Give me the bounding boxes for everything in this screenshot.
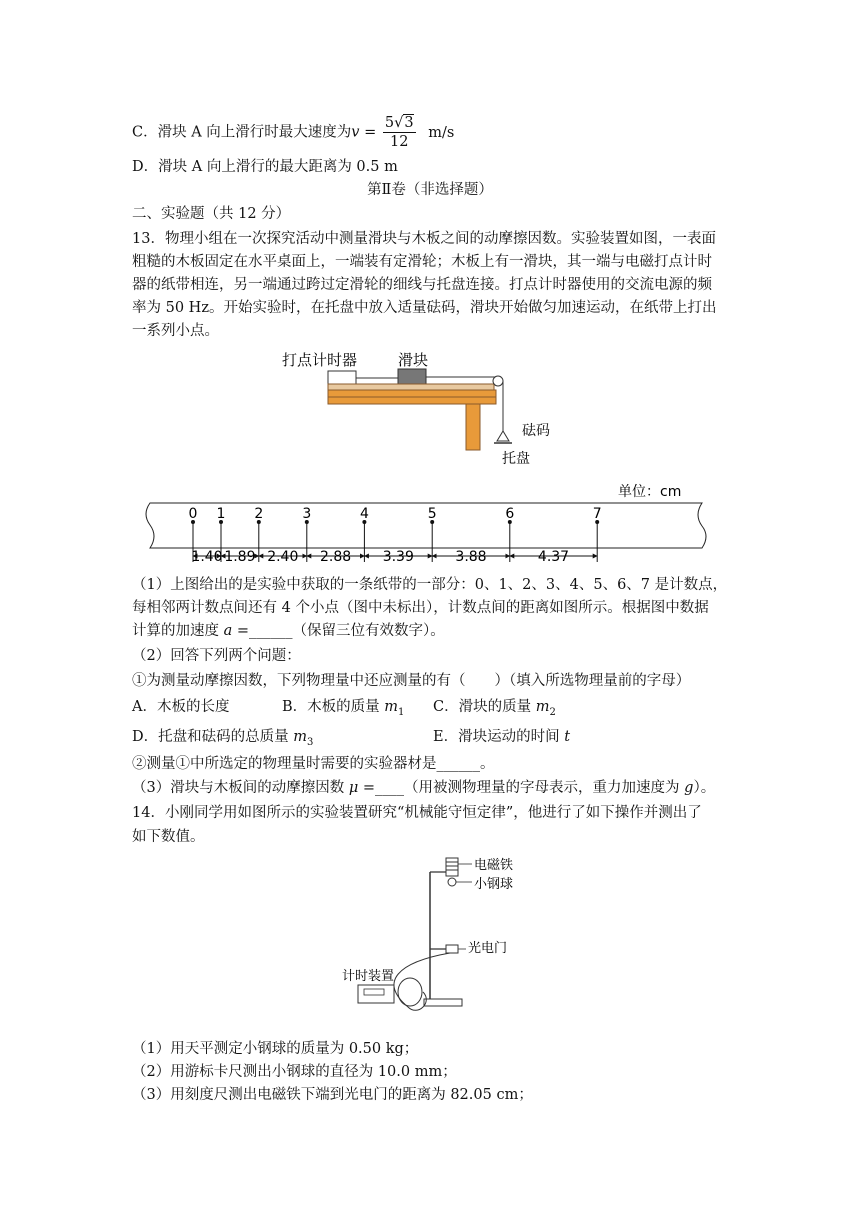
velocity-symbol: v (351, 124, 360, 141)
ball-label: 小钢球 (474, 877, 514, 892)
option-c (132, 114, 454, 151)
radical-sign: √ (394, 115, 404, 131)
tape-gap-label: 2.88 (320, 549, 352, 565)
q13-intro-line: 13．物理小组在一次探究活动中测量滑块与木板之间的动摩擦因数。实验装置如图，一表面 (132, 231, 716, 247)
option-c-text: C．滑块 A 向上滑行时最大速度为 (132, 124, 352, 141)
q13-p1-last (132, 622, 445, 640)
pulley (493, 376, 503, 386)
choice-d-var: m (293, 729, 307, 745)
tape-point-label: 2 (254, 506, 264, 522)
weights (497, 431, 509, 441)
equals-sign: = (359, 124, 381, 141)
velocity-unit: m/s (428, 124, 455, 141)
q14-step: （3）用刻度尺测出电磁铁下端到光电门的距离为 82.05 cm； (132, 1087, 533, 1103)
q13-intro-line: 一系列小点。 (132, 323, 219, 339)
q14-intro-line: 14．小刚同学用如图所示的实验装置研究“机械能守恒定律”，他进行了如下操作并测出了 (132, 805, 702, 821)
q13-p2-head: （2）回答下列两个问题： (132, 648, 301, 664)
q13-p1-post: =______（保留三位有效数字）。 (232, 623, 445, 639)
tape-point-label: 4 (359, 506, 369, 522)
section-title: 第Ⅱ卷（非选择题） (367, 182, 493, 198)
tape-gap-label: 3.88 (455, 549, 487, 565)
choice-d-sub: 3 (306, 737, 314, 748)
q14-step: （2）用游标卡尺测出小钢球的直径为 10.0 mm； (132, 1064, 457, 1080)
choice-b (282, 698, 404, 722)
section-heading: 二、实验题（共 12 分） (132, 206, 291, 222)
q13-p1-line: （1）上图给出的是实验中获取的一条纸带的一部分：0、1、2、3、4、5、6、7 是计数点， (132, 577, 728, 593)
weights-label: 砝码 (522, 423, 550, 439)
tape-point-label: 6 (505, 506, 515, 522)
tray-label: 托盘 (502, 451, 530, 467)
stand-base (424, 999, 462, 1006)
tape-point-label: 5 (427, 506, 437, 522)
q13-intro-line: 率为 50 Hz。开始实验时，在托盘中放入适量砝码，滑块开始做匀加速运动，在纸带上打出 (132, 300, 717, 316)
tape-point-label: 3 (302, 506, 312, 522)
tape-point-label: 0 (188, 506, 198, 522)
choice-a: A．木板的长度 (132, 699, 230, 715)
steel-ball (448, 878, 456, 886)
slider-block (398, 369, 426, 384)
choice-b-sub: 1 (398, 707, 405, 718)
choice-b-text: B．木板的质量 (282, 699, 385, 715)
fraction-denominator: 12 (390, 134, 409, 150)
radicand: 3 (404, 115, 414, 131)
choice-e-text: E．滑块运动的时间 (433, 729, 565, 745)
q13-p3-mid: =____（用被测物理量的字母表示，重力加速度为 (358, 780, 685, 796)
tape-body (146, 503, 706, 548)
tape-gap-label: 4.37 (537, 549, 570, 565)
magnet-label: 电磁铁 (474, 858, 514, 873)
q13-p2-sub2: ②测量①中所选定的物理量时需要的实验器材是______。 (132, 756, 495, 772)
tape-gap-label: 1.40 (191, 549, 223, 565)
board (328, 384, 494, 390)
q13-p3 (132, 779, 715, 797)
acceleration-symbol: a (223, 623, 233, 639)
choice-d (132, 728, 313, 752)
choice-e (433, 728, 570, 746)
gate-label: 光电门 (468, 941, 508, 956)
q13-p1-pre: 计算的加速度 (132, 623, 224, 639)
choice-e-var: t (564, 729, 571, 745)
fraction-coefficient: 5 (384, 115, 395, 131)
table-leg (466, 404, 480, 450)
slider-label: 滑块 (398, 351, 429, 369)
option-d: D．滑块 A 向上滑行的最大距离为 0.5 m (132, 159, 398, 175)
tape-point-label: 7 (592, 506, 602, 522)
tape-figure (140, 478, 720, 570)
q13-p3-post: ）。 (693, 780, 716, 796)
q13-p1-line: 每相邻两计数点间还有 4 个小点（图中未标出），计数点间的距离如图所示。根据图中数据 (132, 600, 709, 616)
mu-symbol: μ (348, 780, 359, 796)
freefall-figure (338, 852, 538, 1032)
q14-step: （1）用天平测定小钢球的质量为 0.50 kg； (132, 1041, 419, 1057)
tape-gap-label: 1.89 (224, 549, 256, 565)
timer-label: 打点计时器 (282, 351, 358, 369)
choice-b-var: m (384, 699, 399, 715)
tape-gap-label: 3.39 (382, 549, 414, 565)
choice-c-var: m (535, 699, 550, 715)
g-symbol: g (684, 780, 694, 796)
timer-box (328, 371, 356, 385)
tape-unit: 单位：cm (618, 484, 682, 500)
q13-intro-line: 器的纸带相连，另一端通过跨过定滑轮的细线与托盘连接。打点计时器使用的交流电源的频 (132, 277, 712, 293)
apparatus-figure (270, 345, 570, 467)
q14-intro-line: 如下数值。 (132, 829, 205, 845)
choice-d-text: D．托盘和砝码的总质量 (132, 729, 294, 745)
tape-gap-label: 2.40 (267, 549, 299, 565)
q13-p2-sub1: ①为测量动摩擦因数，下列物理量中还应测量的有（ ）（填入所选物理量前的字母） (132, 673, 691, 689)
tape-point-label: 1 (216, 506, 226, 522)
choice-c (433, 698, 556, 722)
electromagnet (446, 858, 458, 876)
photo-gate (446, 945, 458, 953)
choice-c-sub: 2 (549, 707, 556, 718)
choice-c-text: C．滑块的质量 (433, 699, 536, 715)
velocity-fraction (383, 114, 416, 151)
q13-p3-pre: （3）滑块与木板间的动摩擦因数 (132, 780, 349, 796)
q13-intro-line: 粗糙的木板固定在水平桌面上，一端装有定滑轮；木板上有一滑块，其一端与电磁打点计时 (132, 254, 712, 270)
timer-device-label: 计时装置 (342, 969, 395, 984)
